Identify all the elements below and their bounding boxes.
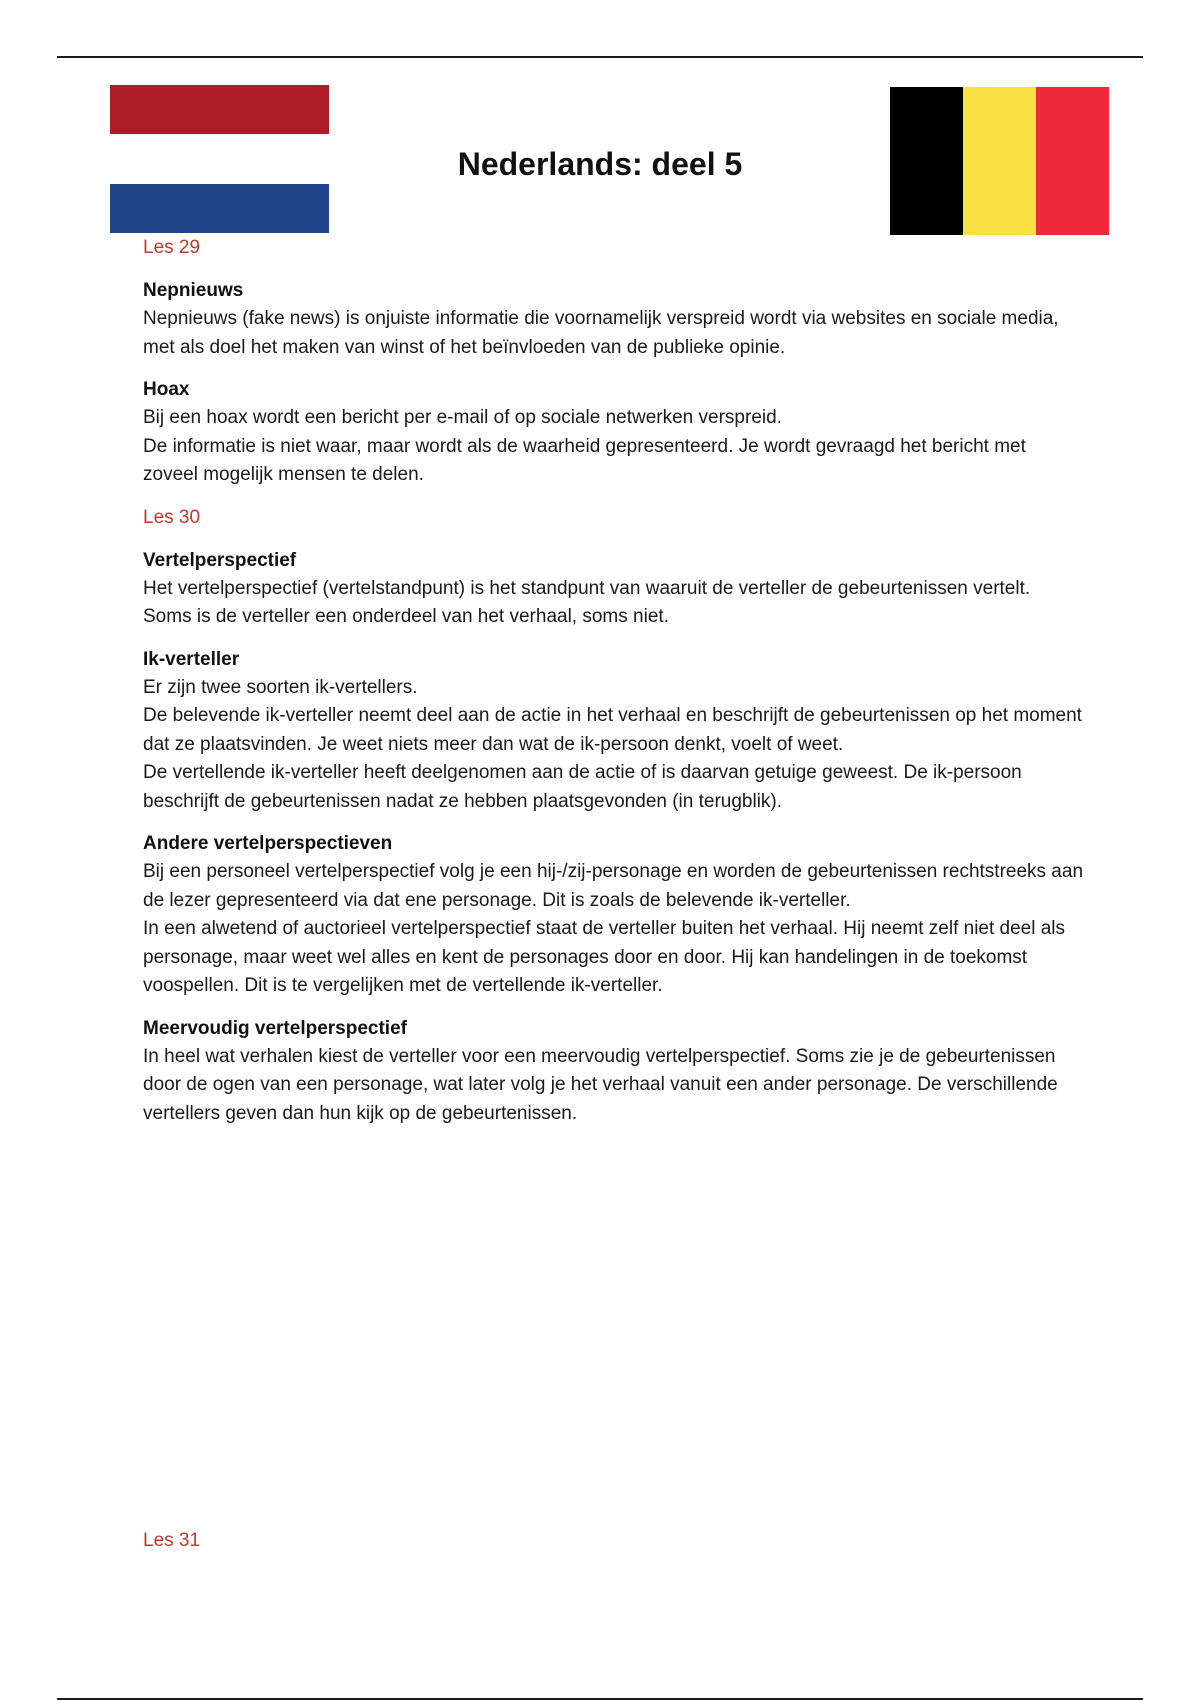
section-heading: Meervoudig vertelperspectief bbox=[143, 1017, 407, 1039]
section-heading: Andere vertelperspectieven bbox=[143, 833, 393, 854]
section-paragraph: Bij een hoax wordt een bericht per e-mail of op sociale netwerken verspreid. bbox=[143, 407, 782, 428]
section-hoax bbox=[143, 376, 1083, 490]
flag-stripe-black bbox=[890, 87, 963, 235]
section-paragraph: De belevende ik-verteller neemt deel aan de actie in het verhaal en beschrijft de gebeurtenissen op het moment dat ze plaatsvinden. Je weet niets meer dan wat de ik-persoon denkt, voelt of weet. bbox=[143, 705, 1082, 755]
flag-stripe-red bbox=[1036, 87, 1109, 235]
section-paragraph: Er zijn twee soorten ik-vertellers. bbox=[143, 676, 418, 698]
section-paragraph: In een alwetend of auctorieel vertelperspectief staat de verteller buiten het verhaal. Hij neemt zelf niet deel als personage, maar weet wel alles en kent de personages door en door. Hij kan handelingen in de toekomst voospellen. Dit is te vergelijken met de vertellende ik-verteller. bbox=[143, 918, 1066, 996]
lesson-label-next: Les 31 bbox=[143, 1530, 201, 1551]
section-paragraph: De vertellende ik-verteller heeft deelgenomen aan de actie of is daarvan getuige geweest. De ik-persoon beschrijft de gebeurtenissen nadat ze hebben plaatsgevonden (in terugblik). bbox=[143, 762, 1022, 812]
section-meervoudig-vertelperspectief bbox=[143, 1015, 1083, 1129]
document-body bbox=[143, 234, 1083, 1142]
flag-stripe-blue bbox=[110, 184, 329, 233]
belgium-flag-icon bbox=[890, 87, 1109, 235]
section-heading: Ik-verteller bbox=[143, 648, 240, 670]
section-nepnieuws bbox=[143, 277, 1083, 362]
flag-stripe-white bbox=[110, 134, 329, 183]
netherlands-flag-icon bbox=[110, 85, 329, 233]
section-ik-verteller bbox=[143, 646, 1083, 817]
section-paragraph: Nepnieuws (fake news) is onjuiste informatie die voornamelijk verspreid wordt via websites en sociale media, met als doel het maken van winst of het beïnvloeden van de publieke opinie. bbox=[143, 308, 1059, 358]
section-paragraph: Het vertelperspectief (vertelstandpunt) is het standpunt van waaruit de verteller de gebeurtenissen vertelt. Soms is de verteller een onderdeel van het verhaal, soms niet. bbox=[143, 577, 1031, 627]
flag-stripe-yellow bbox=[963, 87, 1036, 235]
section-heading: Vertelperspectief bbox=[143, 549, 297, 571]
page-title: Nederlands: deel 5 bbox=[457, 146, 743, 182]
section-andere-vertelperspectieven bbox=[143, 830, 1083, 1001]
section-vertelperspectief bbox=[143, 547, 1083, 632]
section-paragraph: In heel wat verhalen kiest de verteller voor een meervoudig vertelperspectief. Soms zie je de gebeurtenissen door de ogen van een personage, wat later volg je het verhaal vanuit een ander personage. De verschillende vertellers geven dan hun kijk op de gebeurtenissen. bbox=[143, 1045, 1058, 1124]
flag-stripe-red bbox=[110, 85, 329, 134]
section-paragraph: De informatie is niet waar, maar wordt als de waarheid gepresenteerd. Je wordt gevraagd het bericht met zoveel mogelijk mensen te delen. bbox=[143, 435, 1026, 485]
section-paragraph: Bij een personeel vertelperspectief volg je een hij-/zij-personage en worden de gebeurtenissen rechtstreeks aan de lezer gepresenteerd via dat ene personage. Dit is zoals de belevende ik-verteller. bbox=[143, 861, 1084, 911]
lesson-label: Les 29 bbox=[143, 237, 201, 258]
lesson-label: Les 30 bbox=[143, 506, 201, 528]
top-rule bbox=[57, 56, 1143, 58]
section-heading: Nepnieuws bbox=[143, 280, 244, 301]
section-heading: Hoax bbox=[143, 379, 190, 400]
